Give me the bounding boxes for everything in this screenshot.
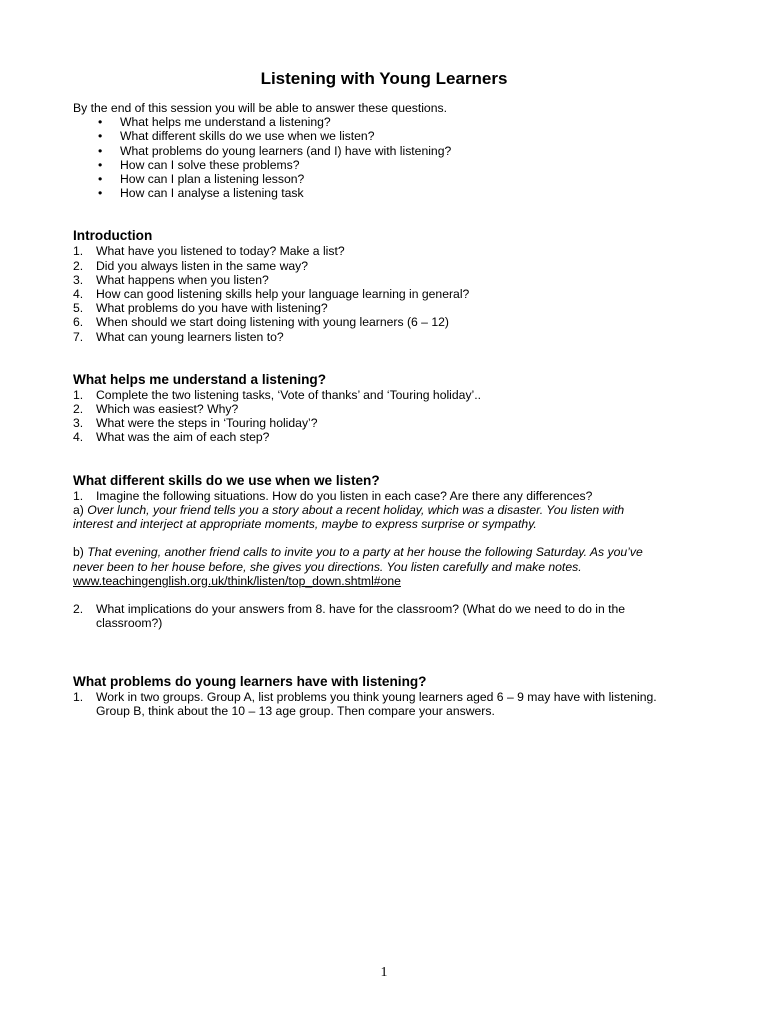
list-item: • What helps me understand a listening? bbox=[98, 115, 331, 130]
section-heading: Introduction bbox=[73, 228, 153, 244]
intro-text: By the end of this session you will be able to answer these questions. bbox=[73, 101, 447, 115]
list-item: 2. Did you always listen in the same way? bbox=[73, 258, 309, 273]
section-helps bbox=[73, 372, 713, 445]
list-item: 4. How can good listening skills help your language learning in general? bbox=[73, 287, 470, 302]
list-item: 1. Work in two groups. Group A, list problems you think young learners aged 6 – 9 may have with listening. Group B, think about the 10 – 13 age group. Then compare your answers. bbox=[73, 689, 657, 718]
list-item: 3. What were the steps in ‘Touring holiday’? bbox=[73, 416, 318, 431]
section-problems bbox=[73, 674, 713, 718]
situation-a-cont: interest and interject at appropriate moments, maybe to express surprise or sympathy. bbox=[73, 517, 537, 532]
reference-link[interactable]: www.teachingenglish.org.uk/think/listen/top_down.shtml#one bbox=[73, 573, 401, 588]
list-item: 6. When should we start doing listening with young learners (6 – 12) bbox=[73, 315, 449, 330]
bullet-icon: • bbox=[98, 157, 103, 172]
list-item: 1. What have you listened to today? Make a list? bbox=[73, 244, 345, 259]
list-item: • What different skills do we use when we listen? bbox=[98, 129, 375, 144]
list-item: • How can I plan a listening lesson? bbox=[98, 172, 305, 187]
introduction-list bbox=[73, 244, 713, 343]
list-item: 4. What was the aim of each step? bbox=[73, 430, 270, 445]
section-heading: What problems do young learners have with listening? bbox=[73, 673, 427, 689]
bullet-icon: • bbox=[98, 129, 103, 144]
list-item: 1. Imagine the following situations. How do you listen in each case? Are there any differences? bbox=[73, 488, 593, 503]
helps-list bbox=[73, 388, 713, 445]
list-item: • How can I analyse a listening task bbox=[98, 186, 304, 201]
bullet-icon: • bbox=[98, 143, 103, 158]
skills-list-2 bbox=[73, 602, 713, 630]
bullet-icon: • bbox=[98, 115, 103, 130]
objectives-list bbox=[73, 115, 713, 200]
situation-b-cont: never been to her house before, she gives you directions. You listen carefully and make notes. bbox=[73, 559, 582, 574]
skills-list bbox=[73, 489, 713, 503]
section-heading: What helps me understand a listening? bbox=[73, 371, 327, 387]
bullet-icon: • bbox=[98, 172, 103, 187]
section-heading: What different skills do we use when we listen? bbox=[73, 472, 380, 488]
list-item: 2. Which was easiest? Why? bbox=[73, 402, 239, 417]
page-number: 1 bbox=[380, 965, 388, 980]
list-item: 7. What can young learners listen to? bbox=[73, 329, 284, 344]
list-item: 2. What implications do your answers from 8. have for the classroom? (What do we need to do in the classroom?) bbox=[73, 602, 626, 631]
bullet-icon: • bbox=[98, 186, 103, 201]
situation-b: b) That evening, another friend calls to invite you to a party at her house the following Saturday. As you’ve bbox=[73, 545, 643, 560]
list-item: • What problems do young learners (and I) have with listening? bbox=[98, 143, 452, 158]
section-introduction bbox=[73, 228, 713, 343]
document-title: Listening with Young Learners bbox=[260, 69, 508, 88]
list-item: 3. What happens when you listen? bbox=[73, 272, 269, 287]
list-item: 5. What problems do you have with listening? bbox=[73, 301, 328, 316]
list-item: 1. Complete the two listening tasks, ‘Vote of thanks’ and ‘Touring holiday’.. bbox=[73, 387, 482, 402]
situation-a: a) Over lunch, your friend tells you a story about a recent holiday, which was a disaster. You listen with bbox=[73, 502, 625, 517]
document-body bbox=[73, 101, 713, 718]
problems-list bbox=[73, 690, 713, 718]
section-skills bbox=[73, 473, 713, 631]
list-item: • How can I solve these problems? bbox=[98, 157, 300, 172]
